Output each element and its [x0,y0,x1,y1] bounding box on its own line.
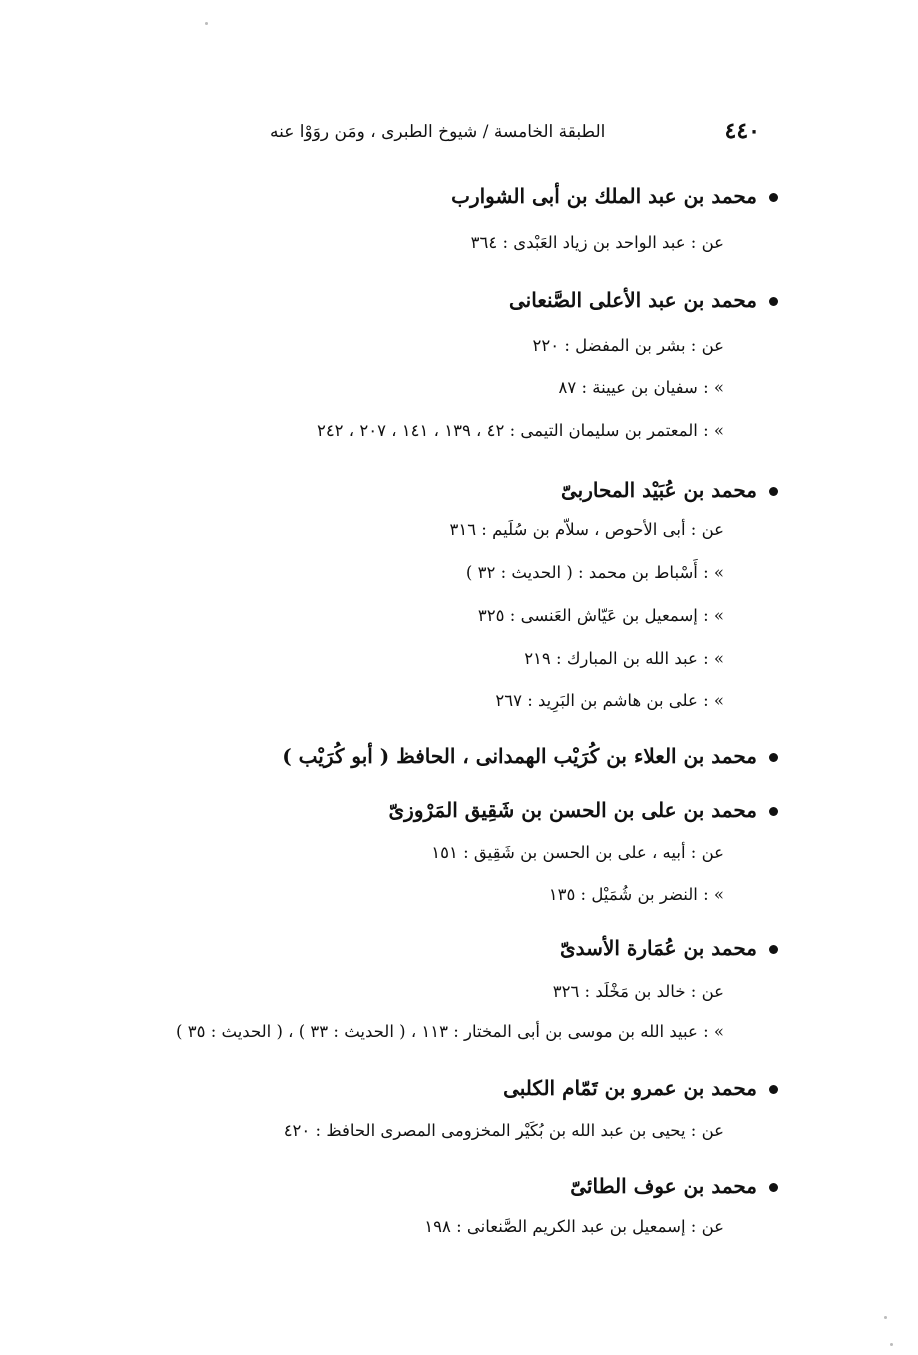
narration-line: عن : أبى الأحوص ، سلاّم بن سُلَيم : ٣١٦ [449,520,724,539]
narration-line: » : النضر بن شُمَيْل : ١٣٥ [548,885,724,904]
narration-line: » : أَسْباط بن محمد : ( الحديث : ٣٢ ) [465,563,724,582]
entry-heading [570,1174,778,1198]
entry-heading [451,184,778,208]
entry-name: محمد بن على بن الحسن بن شَقِيق المَرْوزىّ [388,798,757,822]
bullet-icon [769,297,778,306]
narration-line: » : المعتمر بن سليمان التيمى : ٤٢ ، ١٣٩ ، ١٤١ ، ٢٠٧ ، ٢٤٢ [316,421,724,440]
entry-name: محمد بن العلاء بن كُرَيْب الهمدانى ، الحافظ ( أبو كُرَيْب ) [282,744,757,768]
narration-line: » : عبد الله بن المبارك : ٢١٩ [524,649,724,668]
entry-heading [560,936,778,960]
scan-speck [890,1343,893,1346]
entry-heading [509,288,778,312]
entry-heading [389,798,778,822]
bullet-icon [769,753,778,762]
entry-heading [503,1076,778,1100]
narration-line: عن : يحيى بن عبد الله بن بُكَيْر المخزومى المصرى الحافظ : ٤٢٠ [283,1121,724,1140]
entry-name: محمد بن عُبَيْد المحاربىّ [561,478,757,502]
entry-name: محمد بن عمرو بن تَمّام الكلبى [503,1076,757,1100]
page-header [270,118,760,148]
narration-line: عن : خالد بن مَخْلَد : ٣٢٦ [552,982,724,1001]
entry-heading [561,478,778,502]
narration-line: » : على بن هاشم بن البَرِيد : ٢٦٧ [495,691,724,710]
entry-name: محمد بن عُمَارة الأسدىّ [560,936,757,960]
scan-speck [884,1316,887,1319]
entry-name: محمد بن عبد الأعلى الصَّنعانى [509,288,757,312]
narration-line: عن : إسمعيل بن عبد الكريم الصَّنعانى : ١٩٨ [424,1217,724,1236]
narration-line: عن : أبيه ، على بن الحسن بن شَقِيق : ١٥١ [431,843,724,862]
narration-line: » : عبيد الله بن موسى بن أبى المختار : ١١٣ ، ( الحديث : ٣٣ ) ، ( الحديث : ٣٥ ) [176,1022,724,1041]
narration-line: » : سفيان بن عيينة : ٨٧ [558,378,724,397]
bullet-icon [769,193,778,202]
bullet-icon [769,487,778,496]
entry-name: محمد بن عوف الطائىّ [570,1174,757,1198]
bullet-icon [769,1183,778,1192]
entry-heading [282,744,778,768]
narration-line: عن : عبد الواحد بن زياد العَبْدى : ٣٦٤ [470,233,724,252]
entry-name: محمد بن عبد الملك بن أبى الشوارب [451,184,757,208]
page-number: ٤٤٠ [724,118,760,144]
bullet-icon [769,807,778,816]
bullet-icon [769,945,778,954]
running-title: الطبقة الخامسة / شيوخ الطبرى ، ومَن روَوْا عنه [270,122,606,142]
bullet-icon [769,1085,778,1094]
narration-line: » : إسمعيل بن عَيّاش العَنسى : ٣٢٥ [477,606,724,625]
narration-line: عن : بشر بن المفضل : ٢٢٠ [532,336,724,355]
scan-speck [205,22,208,25]
